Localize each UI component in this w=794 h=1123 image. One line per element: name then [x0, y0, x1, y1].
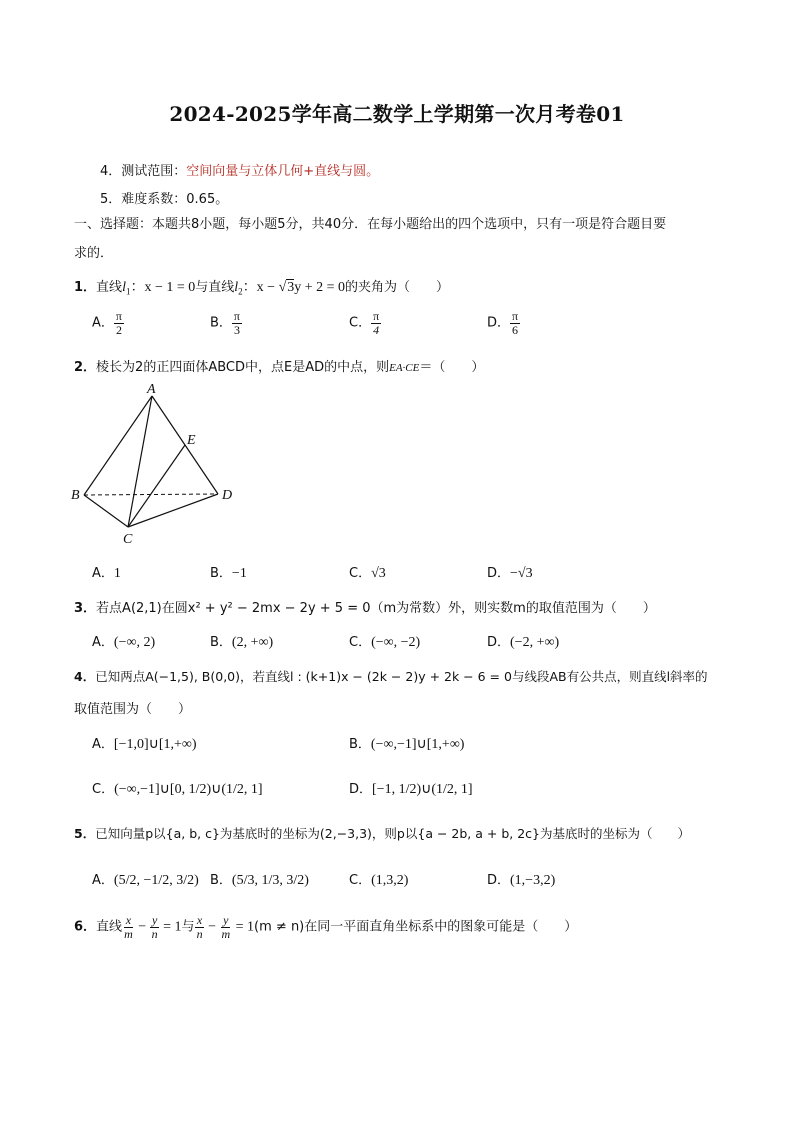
option-label: C．	[349, 635, 372, 650]
option-label: D．	[487, 873, 511, 888]
q6-text-b: 与	[181, 919, 195, 935]
option-label: B．	[210, 873, 232, 888]
option-value: (1,−3,2)	[510, 873, 556, 888]
option-value: [−1,0]∪[1,+∞)	[113, 737, 197, 752]
q2-text: 棱长为2的正四面体ABCD中，点E是AD的中点，则	[96, 360, 390, 375]
q3-option-c[interactable]	[349, 631, 420, 651]
q2-vector-product: EA·CE	[389, 362, 420, 374]
option-label: C．	[349, 315, 372, 331]
question-number: 1．	[74, 280, 97, 295]
q5-option-a[interactable]	[92, 869, 199, 889]
tetrahedron-figure	[66, 384, 246, 550]
q1-l1-sub: 1	[125, 286, 131, 297]
option-label: A．	[92, 737, 114, 752]
option-label: A．	[92, 873, 114, 888]
question-number: 5．	[74, 826, 96, 841]
question-3	[74, 597, 656, 616]
q6-minus: −	[134, 919, 150, 935]
edge-ab	[84, 396, 152, 495]
option-fraction: $\frac{\pi}{2}$	[115, 309, 122, 337]
q1-option-b[interactable]	[210, 310, 242, 336]
q4-option-b[interactable]	[349, 733, 464, 753]
q4-option-c[interactable]	[92, 778, 263, 798]
option-label: D．	[487, 635, 511, 650]
label-a: A	[147, 384, 156, 397]
q4-text-line1: 已知两点A(−1,5), B(0,0)，若直线l : (k+1)x − (2k − 2)y + 2k − 6 = 0与线段AB有公共点，则直线l斜率的	[95, 669, 708, 684]
option-label: B．	[210, 566, 232, 581]
question-5	[74, 824, 690, 842]
q6-minus-2: −	[204, 919, 220, 935]
option-value: [−1, 1/2)∪(1/2, 1]	[372, 782, 473, 797]
q5-option-b[interactable]	[210, 869, 309, 889]
page-title: 2024-2025学年高二数学上学期第一次月考卷01	[169, 102, 625, 126]
question-1	[74, 276, 449, 297]
q1-eq1: ：x − 1 = 0	[130, 280, 196, 295]
q1-text-c: 的夹角为（ ）	[345, 280, 450, 295]
note-range-prefix: 4．测试范围：	[100, 164, 187, 179]
option-label: C．	[349, 873, 372, 888]
option-value: (1,3,2)	[371, 873, 409, 888]
segment-ce	[128, 445, 185, 527]
option-fraction: $\frac{\pi}{4}$	[373, 309, 380, 337]
option-value: (2, +∞)	[231, 635, 274, 650]
option-label: A．	[92, 566, 114, 581]
option-value: (−2, +∞)	[510, 635, 560, 650]
q2-tail: ＝（ ）	[419, 360, 485, 375]
q6-eq2: = 1	[232, 919, 255, 935]
q4-option-d[interactable]	[349, 778, 473, 798]
option-label: D．	[487, 315, 511, 331]
q1-eq2a: ：x −	[242, 280, 279, 295]
option-value: (−∞,−1]∪[1,+∞)	[370, 737, 465, 752]
question-number: 4．	[74, 669, 96, 684]
option-value: (−∞, −2)	[371, 635, 421, 650]
q1-sqrt-arg: 3	[287, 280, 295, 295]
q1-l2: l	[234, 280, 239, 295]
question-number: 2．	[74, 360, 97, 375]
q2-option-b[interactable]	[210, 562, 247, 582]
option-label: C．	[92, 782, 115, 797]
q6-frac-x-m: $\frac{x}{m}$	[124, 913, 133, 941]
option-label: B．	[349, 737, 371, 752]
edge-bc	[84, 495, 128, 527]
q1-l2-sub: 2	[238, 286, 243, 297]
section-header-line2: 求的．	[74, 246, 114, 261]
q1-l1: l	[122, 280, 126, 295]
question-4	[74, 667, 708, 685]
label-b: B	[71, 488, 80, 503]
option-label: D．	[487, 566, 511, 581]
q1-text-a: 直线	[96, 280, 123, 295]
option-value: (−∞, 2)	[113, 635, 156, 650]
option-value: −1	[231, 566, 247, 581]
q6-frac-x-n: $\frac{x}{n}$	[196, 913, 203, 941]
q1-option-c[interactable]	[349, 310, 381, 336]
q6-frac-y-n: $\frac{y}{n}$	[151, 913, 158, 941]
q3-option-d[interactable]	[487, 631, 559, 651]
q3-option-b[interactable]	[210, 631, 273, 651]
label-d: D	[222, 488, 233, 503]
note-test-range	[100, 160, 379, 179]
q2-option-a[interactable]	[92, 562, 121, 582]
option-value: √3	[371, 566, 386, 581]
option-value: 1	[113, 566, 121, 581]
q1-text-b: 与直线	[195, 280, 235, 295]
note-range-value: 空间向量与立体几何+直线与圆。	[186, 164, 380, 179]
q5-option-d[interactable]	[487, 869, 555, 889]
option-label: B．	[210, 635, 232, 650]
edge-cd	[128, 494, 218, 527]
q1-option-a[interactable]	[92, 310, 124, 336]
option-fraction: $\frac{\pi}{6}$	[512, 309, 519, 337]
edge-ac	[128, 396, 152, 527]
option-label: D．	[349, 782, 373, 797]
q2-option-d[interactable]	[487, 562, 533, 582]
q5-text: 已知向量p以{a, b, c}为基底时的坐标为(2,−3,3)，则p以{a − 2b, a + b, 2c}为基底时的坐标为（ ）	[95, 826, 690, 841]
label-c: C	[123, 532, 133, 547]
question-number: 3．	[74, 601, 97, 616]
q1-eq2b: y + 2 = 0	[294, 280, 346, 295]
section-header-line1: 一、选择题：本题共8小题，每小题5分，共40分．在每小题给出的四个选项中，只有一项是符合题目要	[74, 217, 667, 232]
q4-option-a[interactable]	[92, 733, 197, 753]
option-value: (−∞,−1]∪[0, 1/2)∪(1/2, 1]	[114, 782, 263, 797]
question-2	[74, 356, 484, 375]
q6-text-a: 直线	[96, 919, 123, 935]
q3-option-a[interactable]	[92, 631, 155, 651]
option-label: A．	[92, 315, 114, 331]
option-fraction: $\frac{\pi}{3}$	[233, 309, 240, 337]
q5-option-c[interactable]	[349, 869, 408, 889]
q6-eq1: = 1	[159, 919, 182, 935]
option-value: (5/3, 1/3, 3/2)	[231, 873, 309, 888]
question-6	[74, 914, 577, 940]
q1-sqrt-sign: √	[278, 280, 287, 295]
option-value: (5/2, −1/2, 3/2)	[113, 873, 199, 888]
note-difficulty: 5．难度系数：0.65。	[100, 192, 229, 207]
option-label: A．	[92, 635, 114, 650]
q2-option-c[interactable]	[349, 562, 386, 582]
label-e: E	[187, 433, 196, 448]
q3-text: 若点A(2,1)在圆x² + y² − 2mx − 2y + 5 = 0（m为常数）外，则实数m的取值范围为（ ）	[96, 601, 656, 616]
option-label: C．	[349, 566, 372, 581]
question-number: 6．	[74, 919, 97, 935]
q6-frac-y-m: $\frac{y}{m}$	[221, 913, 231, 941]
option-label: B．	[210, 315, 232, 331]
q1-option-d[interactable]	[487, 310, 520, 336]
q6-text-c: (m ≠ n)在同一平面直角坐标系中的图象可能是（ ）	[254, 919, 578, 935]
q4-text-line2: 取值范围为（ ）	[74, 702, 192, 717]
option-value: −√3	[510, 566, 533, 581]
